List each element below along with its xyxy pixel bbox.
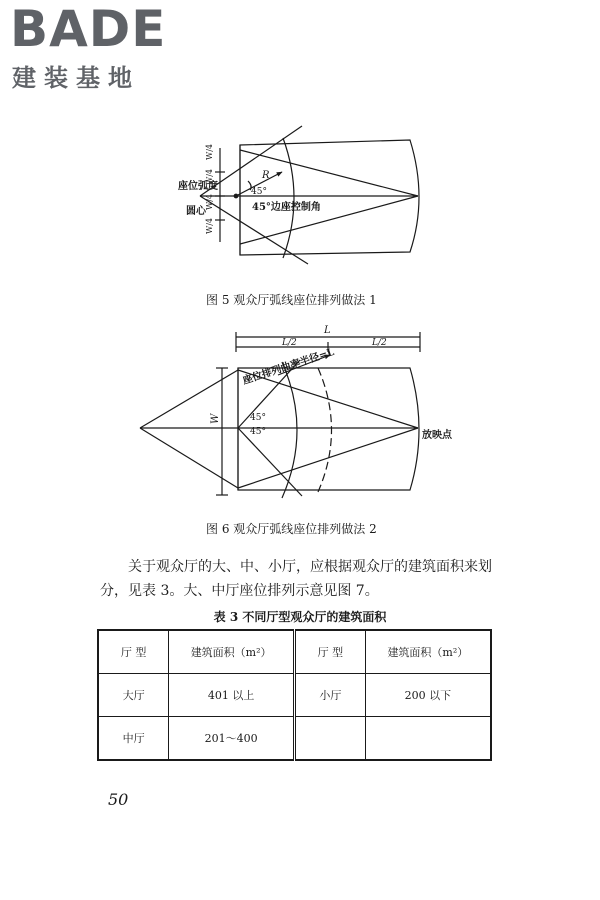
label-edge-angle: 45°边座控制角 <box>252 202 321 213</box>
header-cell: 建筑面积（m²） <box>169 630 295 674</box>
sight-line-upper <box>140 370 238 428</box>
label-45-top: 45° <box>250 413 266 423</box>
header-cell: 建筑面积（m²） <box>365 630 491 674</box>
logo: BADE <box>10 0 167 58</box>
label-r: R <box>262 170 270 181</box>
table-cell: 中厅 <box>98 717 169 761</box>
label-45: 45° <box>251 187 267 197</box>
label-seat-arc: 座位弧度 <box>178 181 218 192</box>
label-w: W <box>210 413 221 424</box>
header-cell: 厅 型 <box>98 630 169 674</box>
label-w4: W/4 <box>205 143 214 160</box>
table-cell: 小厅 <box>294 674 365 717</box>
table-row <box>98 674 491 717</box>
table-header-row <box>98 630 491 674</box>
sight-line-lower <box>238 428 418 488</box>
figure-6 <box>140 332 420 498</box>
label-arc-radius: 座位排列曲率半径=L <box>241 346 336 387</box>
figure-5 <box>200 126 419 264</box>
table-row <box>98 717 491 761</box>
label-w4: W/4 <box>205 168 214 185</box>
label-center: 圆心 <box>186 206 206 217</box>
area-table <box>97 629 492 761</box>
table-cell: 201～400 <box>169 717 295 761</box>
label-projection: 放映点 <box>422 430 452 441</box>
control-line-lower <box>238 428 302 496</box>
curvature-arc <box>318 368 332 492</box>
logo-subtitle: 建装基地 <box>12 64 140 92</box>
figure-5-caption: 图 5 观众厅弧线座位排列做法 1 <box>206 293 377 307</box>
label-l2-right: L/2 <box>372 338 387 348</box>
seat-arc <box>283 138 294 258</box>
table-title: 表 3 不同厅型观众厅的建筑面积 <box>213 610 387 624</box>
label-w4: W/4 <box>205 217 214 234</box>
table-cell: 大厅 <box>98 674 169 717</box>
table-cell <box>365 717 491 761</box>
table-cell: 401 以上 <box>169 674 295 717</box>
center-point <box>234 194 238 198</box>
label-l: L <box>324 325 331 336</box>
label-l2-left: L/2 <box>282 338 297 348</box>
table-cell <box>294 717 365 761</box>
figure-6-caption: 图 6 观众厅弧线座位排列做法 2 <box>206 522 377 536</box>
page-number: 50 <box>108 790 129 809</box>
label-45-bottom: 45° <box>250 427 266 437</box>
label-w4: W/4 <box>205 193 214 210</box>
sight-line-lower <box>140 428 238 488</box>
table-cell: 200 以下 <box>365 674 491 717</box>
figure-6-labels <box>210 325 453 441</box>
body-paragraph: 关于观众厅的大、中、小厅，应根据观众厅的建筑面积来划分，见表 3。大、中厅座位排列示意见图 7。 <box>100 559 492 599</box>
header-cell: 厅 型 <box>294 630 365 674</box>
